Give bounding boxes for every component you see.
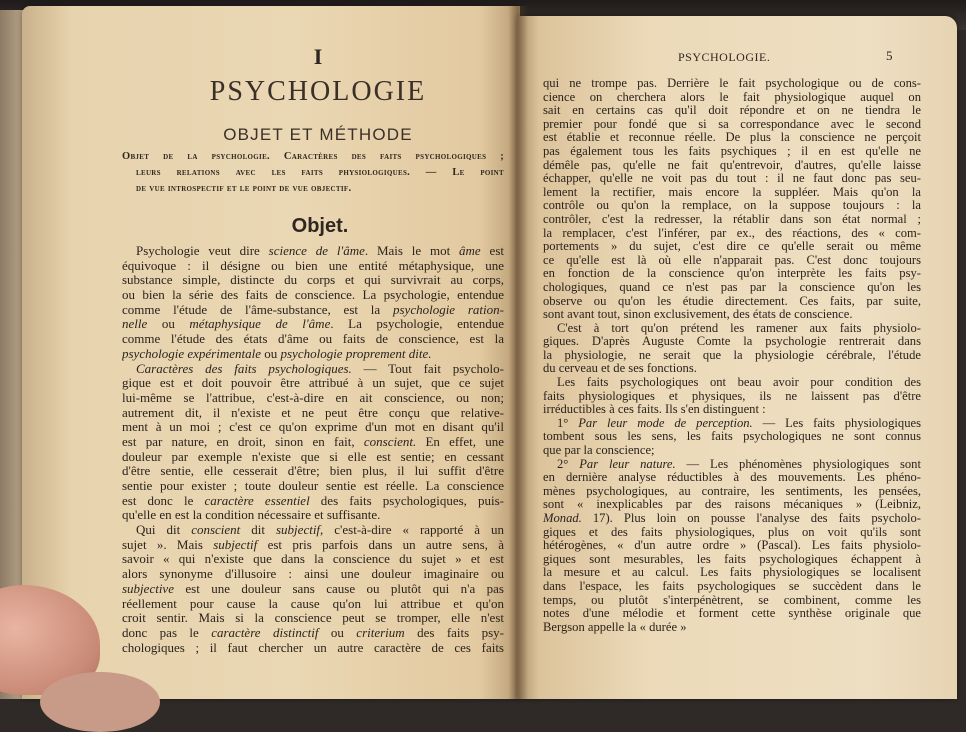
text-line <box>543 322 921 336</box>
text-line <box>122 435 504 450</box>
text-line <box>122 626 504 641</box>
text-run: est établie et reconnue réelle. De plus la conscience ne perçoit <box>543 131 921 145</box>
text-run: du cerveau et de ses fonctions. <box>543 362 697 376</box>
text-line <box>122 494 504 509</box>
text-line <box>543 376 921 390</box>
text-run: — Tout fait psycholo- <box>351 361 504 376</box>
italic-text: conscient. <box>363 434 417 449</box>
text-line <box>543 403 921 417</box>
text-line <box>122 450 504 465</box>
text-line <box>543 417 921 431</box>
text-line <box>122 376 504 391</box>
text-run: sont avant tout, sinon exclusivement, des états de conscience. <box>543 308 853 322</box>
text-run: hétérogènes, « d'un autre ordre » (Pascal). Les faits physiolo- <box>543 539 921 553</box>
text-run: lement la rectifier, mais encore la suppléer. Mais qu'on la <box>543 185 921 199</box>
text-run: ou <box>147 317 190 332</box>
text-line <box>543 254 921 268</box>
text-run: réellement pour cause la cause qu'on lui attribue et qu'on <box>122 596 504 611</box>
text-run: savoir « qui n'existe que dans la conscience du sujet » et est <box>122 552 504 567</box>
text-line <box>543 267 921 281</box>
text-line <box>543 362 921 376</box>
text-run: qui ne trompe pas. Derrière le fait psychologique ou de cons- <box>543 77 921 90</box>
text-run: Qui dit <box>136 523 192 538</box>
summary-line: Objet de la psychologie. Caractères des faits psychologiques ; <box>122 151 504 162</box>
text-run: Bergson appelle la « durée » <box>543 620 687 634</box>
text-run: ou <box>318 625 357 640</box>
text-line <box>543 118 921 132</box>
text-run: est une douleur sans cause ou plutôt qui n'a pas <box>173 581 504 596</box>
text-line <box>122 420 504 435</box>
text-run: d'être sentie, elle cesserait d'être; bien plus, il lui suffit d'être <box>122 464 504 479</box>
text-run: irréductibles à ces faits. Ils s'en distinguent : <box>543 403 766 417</box>
text-run: observe ou qu'on les étudie directement. Ces faits, par suite, <box>543 294 921 308</box>
summary-line: leurs relations avec les faits physiologiques. — Le point <box>136 167 504 178</box>
text-line <box>543 471 921 485</box>
text-line <box>543 91 921 105</box>
text-run: échapper, qu'elle ne voit pas du tout : il ne faut donc pas seu- <box>543 172 921 186</box>
text-line <box>543 199 921 213</box>
italic-text: psychologie ration- <box>392 302 504 317</box>
text-line <box>543 553 921 567</box>
text-run: 1° <box>557 416 579 430</box>
text-line <box>543 104 921 118</box>
italic-text: nelle <box>122 317 148 332</box>
text-line <box>543 281 921 295</box>
italic-text: psychologie expérimentale <box>122 346 261 361</box>
running-head: PSYCHOLOGIE. <box>678 50 771 64</box>
paragraph <box>543 322 921 376</box>
text-line <box>122 611 504 626</box>
text-line <box>543 444 921 458</box>
italic-text: caractère essentiel <box>204 493 310 508</box>
text-line <box>543 526 921 540</box>
italic-text: Par leur mode de perception. <box>578 416 753 430</box>
text-run: des faits psychologiques, puis- <box>309 493 504 508</box>
text-run: 17). Plus loin on pousse l'analyse des faits psycholo- <box>581 512 921 525</box>
text-run: alors synonyme d'illusoire : ainsi une douleur imaginaire ou <box>122 567 504 582</box>
text-run: ou bien la série des faits de conscience. La psychologie, entendue <box>122 288 504 303</box>
italic-text: subjectif, <box>276 523 324 538</box>
text-run: tombent sous les sens, les faits psychologiques ne sont connus <box>543 430 921 444</box>
chapter-number: I <box>313 44 323 69</box>
text-line <box>122 538 504 553</box>
text-run: la remplacer, c'est l'inférer, par ex., des réactions, des « com- <box>543 226 921 240</box>
text-line <box>543 566 921 580</box>
text-line <box>543 186 921 200</box>
chapter-subtitle: OBJET ET MÉTHODE <box>223 125 413 144</box>
text-run: mènes psychologiques, au contraire, les sentiments, les pensées, <box>543 484 921 498</box>
text-line <box>122 362 504 377</box>
book-gutter <box>508 6 528 699</box>
text-run: . Mais le mot <box>364 244 460 258</box>
text-run: — Les faits physiologiques <box>752 416 921 430</box>
text-run: lui-même se l'attribue, c'est-à-dire en ait conscience, ou non; <box>122 390 504 405</box>
text-run: croit sentir. Mais si la conscience peut se tromper, elle n'est <box>122 611 504 626</box>
italic-text: Monad. <box>543 512 582 525</box>
italic-text: Par leur nature. <box>579 457 676 471</box>
text-line <box>543 159 921 173</box>
italic-text: Caractères des faits psychologiques. <box>136 361 352 376</box>
text-line <box>543 512 921 526</box>
text-run: ce qu'elle est là où elle n'apparait pas. C'est donc toujours <box>543 253 921 267</box>
text-run: chologiques, quand ce n'est pas par la conscience qu'on les <box>543 280 921 294</box>
text-line <box>543 227 921 241</box>
text-line <box>122 288 504 303</box>
text-line <box>543 335 921 349</box>
text-line <box>543 498 921 512</box>
text-run: donc pas le <box>122 625 212 640</box>
text-run: autrement dit, il n'existe et ne peut être conçu que relative- <box>122 405 504 420</box>
text-run: portements » du sujet, c'est dire ce qu'elle serait ou même <box>543 240 921 254</box>
italic-text: science de l'âme <box>268 244 365 258</box>
text-line <box>543 172 921 186</box>
text-line <box>543 145 921 159</box>
italic-text: conscient <box>191 523 241 538</box>
paragraph <box>543 417 921 458</box>
text-run: premier pour fondé que si sa correspondance avec le second <box>543 117 921 131</box>
text-run: 2° <box>557 457 580 471</box>
italic-text: âme <box>459 244 481 258</box>
text-line <box>543 458 921 472</box>
text-line <box>543 485 921 499</box>
text-run: la mesure et au calcul. Les faits physiologiques se localisent <box>543 566 921 580</box>
paragraph <box>543 458 921 635</box>
text-line <box>122 464 504 479</box>
text-run: giques sont mesurables, les faits psychologiques échappent à <box>543 552 921 566</box>
text-run: comme l'étude des états d'âme ou faits de conscience, est la <box>122 332 504 347</box>
text-run: gique est et doit pouvoir être attribué à un sujet, que ce sujet <box>122 376 504 391</box>
text-line <box>122 303 504 318</box>
text-run: ment à un moi ; c'est ce qu'on exprime d'un mot en disant qu'il <box>122 420 504 435</box>
text-line <box>543 240 921 254</box>
text-run: pas également tous les faits psychiques ; il en est qu'elle ne <box>543 144 921 158</box>
text-run: comme l'étude de l'âme-substance, est la <box>122 302 393 317</box>
text-run: . La psychologie, entendue <box>330 317 504 332</box>
left-page-body <box>122 244 504 655</box>
text-line <box>543 430 921 444</box>
chapter-summary <box>122 149 504 197</box>
text-run: faits physiologiques et physiques, ils ne laissent pas d'être <box>543 389 921 403</box>
text-run: cience on cherchera alors le fait physiologique auquel on <box>543 90 921 104</box>
text-line <box>543 621 921 635</box>
text-run: C'est à tort qu'on prétend les ramener aux faits physiolo- <box>557 321 921 335</box>
italic-text: psychologie proprement dite. <box>280 346 432 361</box>
text-line <box>122 508 504 523</box>
text-line <box>543 594 921 608</box>
text-line <box>543 77 921 91</box>
italic-text: subjective <box>122 581 174 596</box>
italic-text: criterium <box>356 625 405 640</box>
text-run: Psychologie veut dire <box>136 244 269 258</box>
text-run: c'est-à-dire « rapporté à un <box>323 523 504 538</box>
page-number: 5 <box>886 48 893 63</box>
text-run: notes d'une mélodie et forment cette synthèse originale que <box>543 607 921 621</box>
text-line <box>543 295 921 309</box>
text-line <box>543 580 921 594</box>
text-line <box>543 131 921 145</box>
paragraph <box>122 244 504 362</box>
paragraph <box>122 362 504 524</box>
text-line <box>543 607 921 621</box>
text-line <box>122 259 504 274</box>
italic-text: subjectif <box>213 537 258 552</box>
summary-line: de vue introspectif et le point de vue objectif. <box>136 183 352 194</box>
finger <box>40 672 160 732</box>
text-run: sujet ». Mais <box>122 537 214 552</box>
text-run: giques et des faits physiologiques, plus on voit qu'ils sont <box>543 525 921 539</box>
text-run: démêle pas, qu'elle ne fait qu'entrevoir, d'autres, qu'elle laisse <box>543 158 921 172</box>
text-run: des faits psy- <box>404 625 504 640</box>
text-run: sont « inexplicables par des raisons mécaniques » (Leibniz, <box>543 498 921 512</box>
text-run: est par nature, en droit, sinon en fait, <box>122 434 364 449</box>
text-run: douleur par exemple n'existe que si elle est sentie; en cessant <box>122 449 504 464</box>
text-line <box>122 317 504 332</box>
text-run: contrôler, c'est la redresser, la rétablir dans son état normal ; <box>543 212 921 226</box>
text-line <box>122 406 504 421</box>
text-run: est pris parfois dans un autre sens, à <box>257 537 504 552</box>
text-line <box>543 213 921 227</box>
text-line <box>122 641 504 656</box>
text-line <box>122 567 504 582</box>
chapter-title: PSYCHOLOGIE <box>209 76 427 107</box>
text-line <box>122 582 504 597</box>
text-run: sait en certains cas qu'il doit répondre et on ne tiendra le <box>543 104 921 118</box>
text-line <box>543 308 921 322</box>
text-run: en fonction de la conscience qu'on interprète les faits psy- <box>543 267 921 281</box>
text-run: — Les phénomènes physiologiques sont <box>675 457 921 471</box>
text-run: dans l'espace, les faits psychologiques se succèdent dans le <box>543 579 921 593</box>
text-run: substance simple, distincte du corps et qui survivrait au corps, <box>122 273 504 288</box>
text-line <box>122 273 504 288</box>
text-line <box>122 244 504 259</box>
text-run: équivoque : il désigne ou bien une entité métaphysique, une <box>122 258 504 273</box>
text-run: giques. D'après Auguste Comte la psychologie rentrerait dans <box>543 335 921 349</box>
text-line <box>543 539 921 553</box>
text-run: qu'elle en est la condition nécessaire et suffisante. <box>122 508 381 523</box>
paragraph <box>543 77 921 322</box>
text-run: dit <box>240 523 276 538</box>
text-line <box>122 597 504 612</box>
text-run: contrôle ou qu'on la remplace, on la suppose toujours : la <box>543 199 921 213</box>
text-run: sentie pour exister ; toute douleur sentie est réelle. La conscience <box>122 479 504 493</box>
text-run: chologiques ; il faut chercher un autre caractère de ces faits <box>122 640 504 655</box>
text-line <box>122 523 504 538</box>
paragraph <box>543 376 921 417</box>
text-line <box>543 349 921 363</box>
italic-text: caractère distinctif <box>211 625 319 640</box>
text-line <box>122 391 504 406</box>
text-line <box>122 552 504 567</box>
text-run: est <box>480 244 504 258</box>
text-line <box>122 479 504 494</box>
text-run: est donc le <box>122 493 205 508</box>
text-run: temps, ou plutôt s'interpénètrent, se combinent, comme les <box>543 593 921 607</box>
text-run: ou <box>260 346 281 361</box>
text-run: que par la conscience; <box>543 444 655 458</box>
text-run: la physiologie, ne serait que la physiologie cérébrale, l'étude <box>543 348 921 362</box>
right-page-body <box>543 77 921 634</box>
text-line <box>122 332 504 347</box>
text-run: Les faits psychologiques ont beau avoir pour condition des <box>557 376 921 390</box>
text-line <box>122 347 504 362</box>
section-heading: Objet. <box>291 215 349 237</box>
paragraph <box>122 523 504 655</box>
text-line <box>543 390 921 404</box>
text-run: en dernière analyse réductibles à des mouvements. Les phéno- <box>543 471 921 485</box>
italic-text: métaphysique de l'âme <box>189 317 331 332</box>
text-run: En effet, une <box>416 434 504 449</box>
